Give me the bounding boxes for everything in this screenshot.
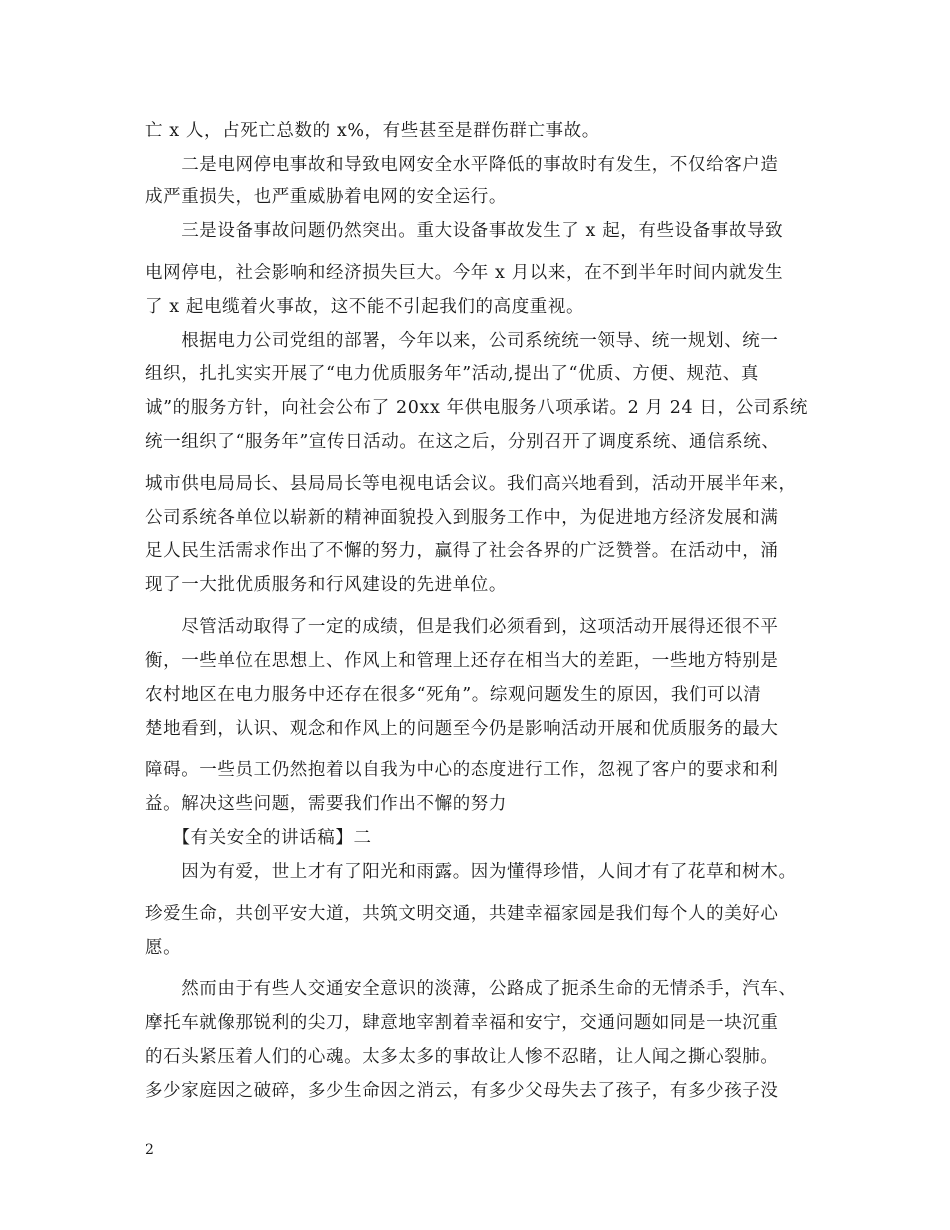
text-line: 愿。 [145,938,182,958]
text-line: 成严重损失，也严重威胁着电网的安全运行。 [145,187,507,207]
text-line: 珍爱生命，共创平安大道，共筑文明交通，共建幸福家园是我们每个人的美好心 [145,904,779,924]
text-line: 现了一大批优质服务和行风建设的先进单位。 [145,575,507,595]
text-line: 的石头紧压着人们的心魂。太多太多的事故让人惨不忍睹，让人闻之撕心裂肺。 [145,1047,779,1067]
text-line: 城市供电局局长、县局局长等电视电话会议。我们高兴地看到，活动开展半年来， [145,474,797,494]
text-line: 摩托车就像那锐利的尖刀，肆意地宰割着幸福和安宁，交通问题如同是一块沉重 [145,1013,779,1033]
text-line: 尽管活动取得了一定的成绩，但是我们必须看到，这项活动开展得还很不平 [145,617,779,637]
text-line: 二是电网停电事故和导致电网安全水平降低的事故时有发生，不仅给客户造 [145,155,779,175]
text-line: 楚地看到，认识、观念和作风上的问题至今仍是影响活动开展和优质服务的最大 [145,719,779,739]
text-line: 然而由于有些人交通安全意识的淡薄，公路成了扼杀生命的无情杀手，汽车、 [145,979,797,999]
text-line: 三是设备事故问题仍然突出。重大设备事故发生了 x 起，有些设备事故导致 [145,221,784,241]
text-line: 多少家庭因之破碎，多少生命因之消云，有多少父母失去了孩子，有多少孩子没 [145,1081,779,1101]
text-line: 农村地区在电力服务中还存在很多“死角”。综观问题发生的原因，我们可以清 [145,685,762,705]
text-line: 足人民生活需求作出了不懈的努力，赢得了社会各界的广泛赞誉。在活动中，涌 [145,541,779,561]
text-line: 诚”的服务方针，向社会公布了 20xx 年供电服务八项承诺。2 月 24 日，公司系统 [145,398,808,418]
text-line: 了 x 起电缆着火事故，这不能不引起我们的高度重视。 [145,297,585,317]
text-line: 因为有爱，世上才有了阳光和雨露。因为懂得珍惜，人间才有了花草和树木。 [145,862,797,882]
text-line: 统一组织了“服务年”宣传日活动。在这之后，分别召开了调度系统、通信系统、 [145,432,780,452]
text-line: 电网停电，社会影响和经济损失巨大。今年 x 月以来，在不到半年时间内就发生 [145,263,784,283]
page-number: 2 [145,1142,154,1158]
text-line: 亡 x 人，占死亡总数的 x%，有些甚至是群伤群亡事故。 [145,121,600,141]
text-line: 障碍。一些员工仍然抱着以自我为中心的态度进行工作，忽视了客户的要求和利 [145,760,779,780]
text-line: 组织，扎扎实实开展了“电力优质服务年”活动,提出了“优质、方便、规范、真 [145,364,759,384]
section-heading: 【有关安全的讲话稿】二 [145,828,372,848]
text-line: 衡，一些单位在思想上、作风上和管理上还存在相当大的差距，一些地方特别是 [145,651,779,671]
text-line: 公司系统各单位以崭新的精神面貌投入到服务工作中，为促进地方经济发展和满 [145,508,779,528]
text-line: 益。解决这些问题，需要我们作出不懈的努力 [145,794,507,814]
text-line: 根据电力公司党组的部署，今年以来，公司系统统一领导、统一规划、统一 [145,331,779,351]
